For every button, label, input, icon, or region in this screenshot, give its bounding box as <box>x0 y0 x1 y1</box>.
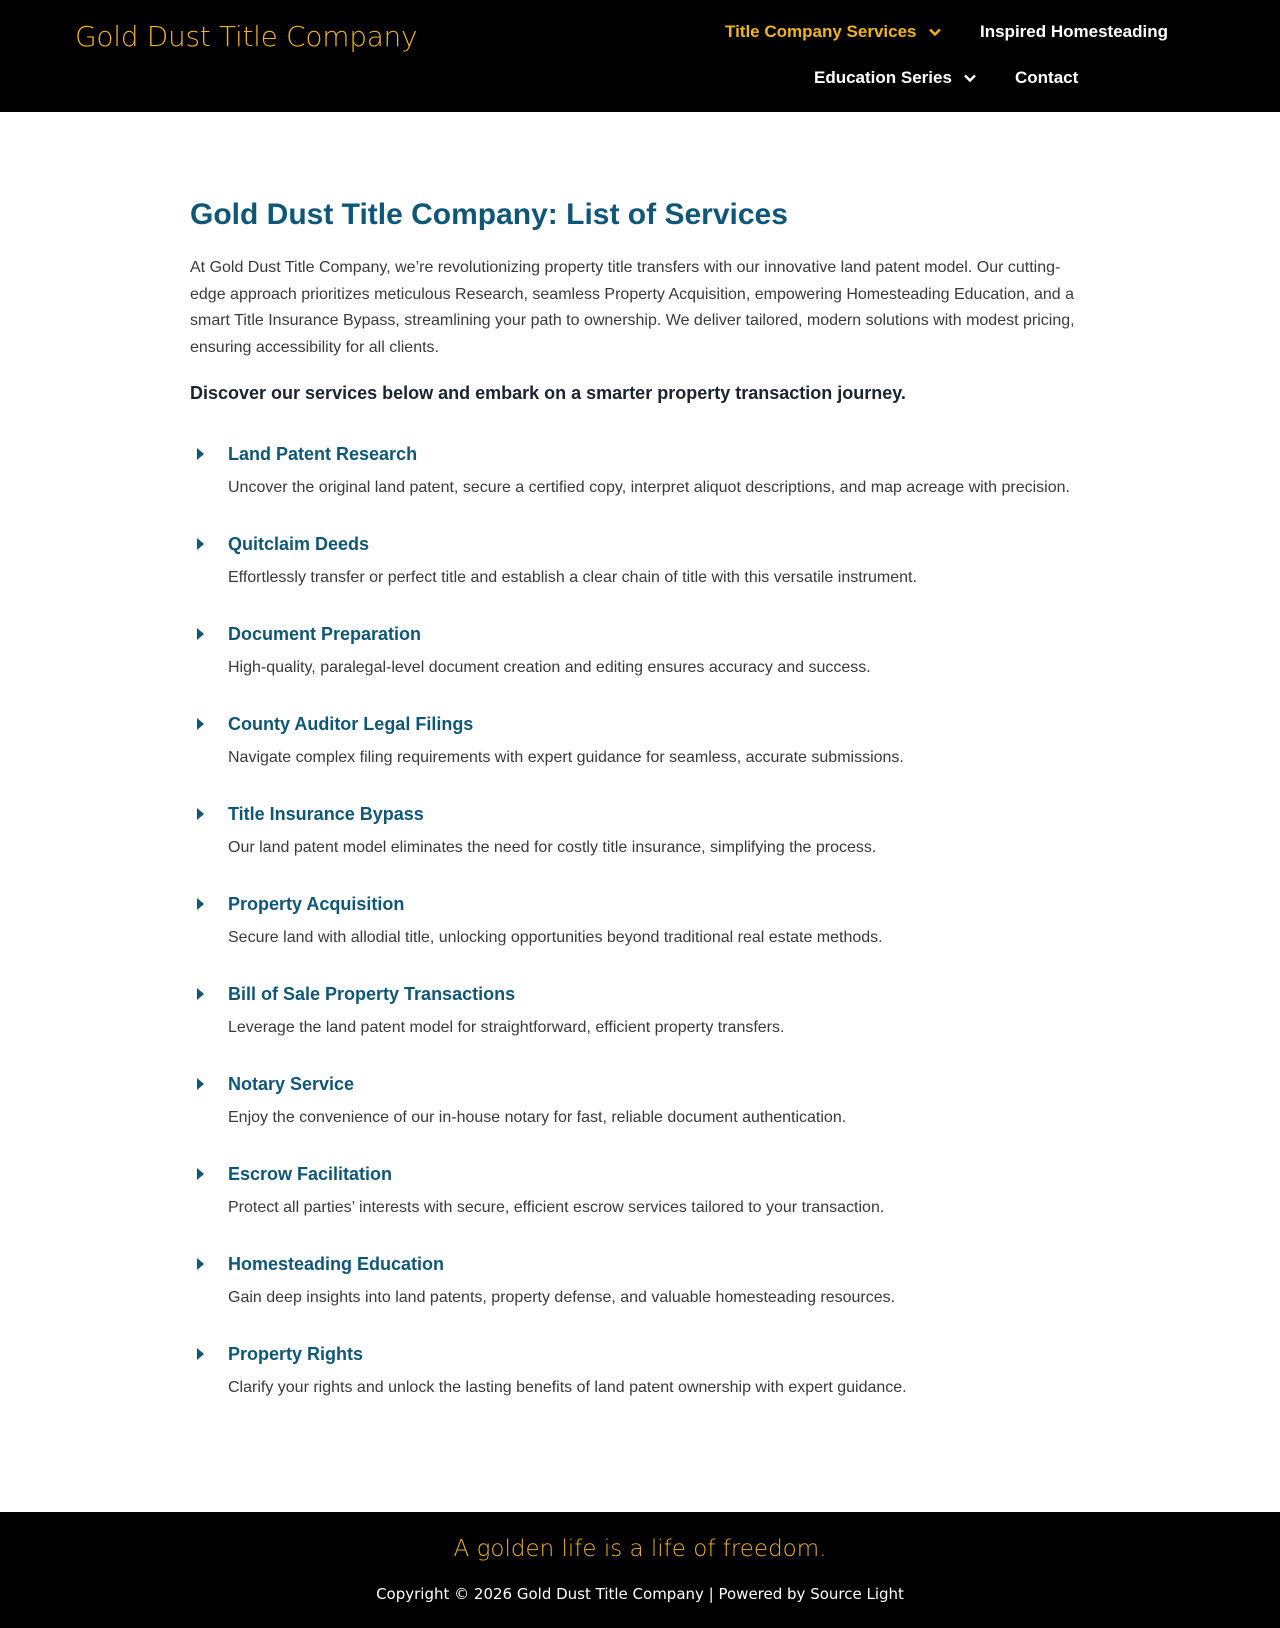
site-logo[interactable]: Gold Dust Title Company <box>75 20 418 53</box>
service-item <box>190 979 1090 1069</box>
service-description: Gain deep insights into land patents, property defense, and valuable homesteading resources. <box>228 1289 896 1306</box>
service-item <box>190 1069 1090 1159</box>
caret-right-icon <box>196 534 218 554</box>
main-content <box>190 195 1090 1429</box>
service-description: Enjoy the convenience of our in-house notary for fast, reliable document authentication. <box>228 1109 847 1126</box>
chevron-down-icon[interactable] <box>929 28 941 36</box>
caret-right-icon <box>196 624 218 644</box>
service-title: County Auditor Legal Filings <box>228 713 474 734</box>
discover-text: Discover our services below and embark on a smarter property transaction journey. <box>190 383 906 403</box>
service-description: Clarify your rights and unlock the lasting benefits of land patent ownership with expert guidance. <box>228 1379 907 1396</box>
service-title: Land Patent Research <box>228 443 418 464</box>
service-toggle[interactable] <box>190 439 1090 469</box>
caret-right-icon <box>196 1074 218 1094</box>
service-title: Homesteading Education <box>228 1253 445 1274</box>
nav-label: Inspired Homesteading <box>980 22 1168 41</box>
service-toggle[interactable] <box>190 1249 1090 1279</box>
service-description: Protect all parties’ interests with secure, efficient escrow services tailored to your transaction. <box>228 1199 885 1216</box>
service-toggle[interactable] <box>190 1339 1090 1369</box>
service-description: Our land patent model eliminates the need for costly title insurance, simplifying the process. <box>228 839 877 856</box>
service-item <box>190 799 1090 889</box>
caret-right-icon <box>196 804 218 824</box>
service-toggle[interactable] <box>190 1159 1090 1189</box>
service-title: Notary Service <box>228 1073 355 1094</box>
caret-right-icon <box>196 1344 218 1364</box>
service-item <box>190 1339 1090 1429</box>
chevron-down-icon[interactable] <box>964 74 976 82</box>
service-item <box>190 709 1090 799</box>
service-title: Quitclaim Deeds <box>228 533 370 554</box>
service-toggle[interactable] <box>190 799 1090 829</box>
caret-right-icon <box>196 984 218 1004</box>
service-description: Leverage the land patent model for straightforward, efficient property transfers. <box>228 1019 785 1036</box>
service-description: Uncover the original land patent, secure a certified copy, interpret aliquot descriptions, and map acreage with precision. <box>228 479 1070 496</box>
service-title: Property Acquisition <box>228 893 405 914</box>
service-toggle[interactable] <box>190 709 1090 739</box>
caret-right-icon <box>196 714 218 734</box>
caret-right-icon <box>196 444 218 464</box>
nav-title-company-services[interactable] <box>725 22 941 42</box>
service-item <box>190 619 1090 709</box>
service-title: Bill of Sale Property Transactions <box>228 983 516 1004</box>
service-toggle[interactable] <box>190 529 1090 559</box>
service-description: Effortlessly transfer or perfect title and establish a clear chain of title with this versatile instrument. <box>228 569 917 586</box>
services-accordion <box>190 439 1090 1429</box>
intro-paragraph: At Gold Dust Title Company, we’re revolutionizing property title transfers with our innovative land patent model. Our cutting-edge approach prioritizes meticulous Research, seamless Property Acquisition, empowering Homesteading Education, and a smart Title Insurance Bypass, streamlining your path to ownership. We deliver tailored, modern solutions with modest pricing, ensuring accessibility for all clients. <box>190 259 1075 356</box>
service-item <box>190 439 1090 529</box>
service-item <box>190 1249 1090 1339</box>
service-title: Title Insurance Bypass <box>228 803 424 824</box>
nav-label: Title Company Services <box>725 22 917 41</box>
service-description: Secure land with allodial title, unlocking opportunities beyond traditional real estate methods. <box>228 929 883 946</box>
caret-right-icon <box>196 1254 218 1274</box>
site-header <box>0 0 1280 112</box>
footer-tagline: A golden life is a life of freedom. <box>453 1536 827 1562</box>
nav-education-series[interactable] <box>814 68 976 88</box>
site-footer <box>0 1512 1280 1628</box>
nav-label: Contact <box>1015 68 1079 87</box>
service-item <box>190 1159 1090 1249</box>
nav-contact[interactable] <box>1015 68 1078 88</box>
service-toggle[interactable] <box>190 889 1090 919</box>
service-toggle[interactable] <box>190 619 1090 649</box>
service-toggle[interactable] <box>190 1069 1090 1099</box>
caret-right-icon <box>196 1164 218 1184</box>
service-description: High-quality, paralegal-level document creation and editing ensures accuracy and success. <box>228 659 871 676</box>
service-item <box>190 529 1090 619</box>
footer-copyright: Copyright © 2026 Gold Dust Title Company | Powered by Source Light <box>376 1585 904 1603</box>
service-title: Document Preparation <box>228 623 422 644</box>
service-toggle[interactable] <box>190 979 1090 1009</box>
service-item <box>190 889 1090 979</box>
service-title: Escrow Facilitation <box>228 1163 393 1184</box>
service-title: Property Rights <box>228 1343 364 1364</box>
nav-inspired-homesteading[interactable] <box>980 22 1168 42</box>
page-title: Gold Dust Title Company: List of Services <box>190 198 788 231</box>
caret-right-icon <box>196 894 218 914</box>
nav-label: Education Series <box>814 68 952 87</box>
service-description: Navigate complex filing requirements with expert guidance for seamless, accurate submissions. <box>228 749 904 766</box>
